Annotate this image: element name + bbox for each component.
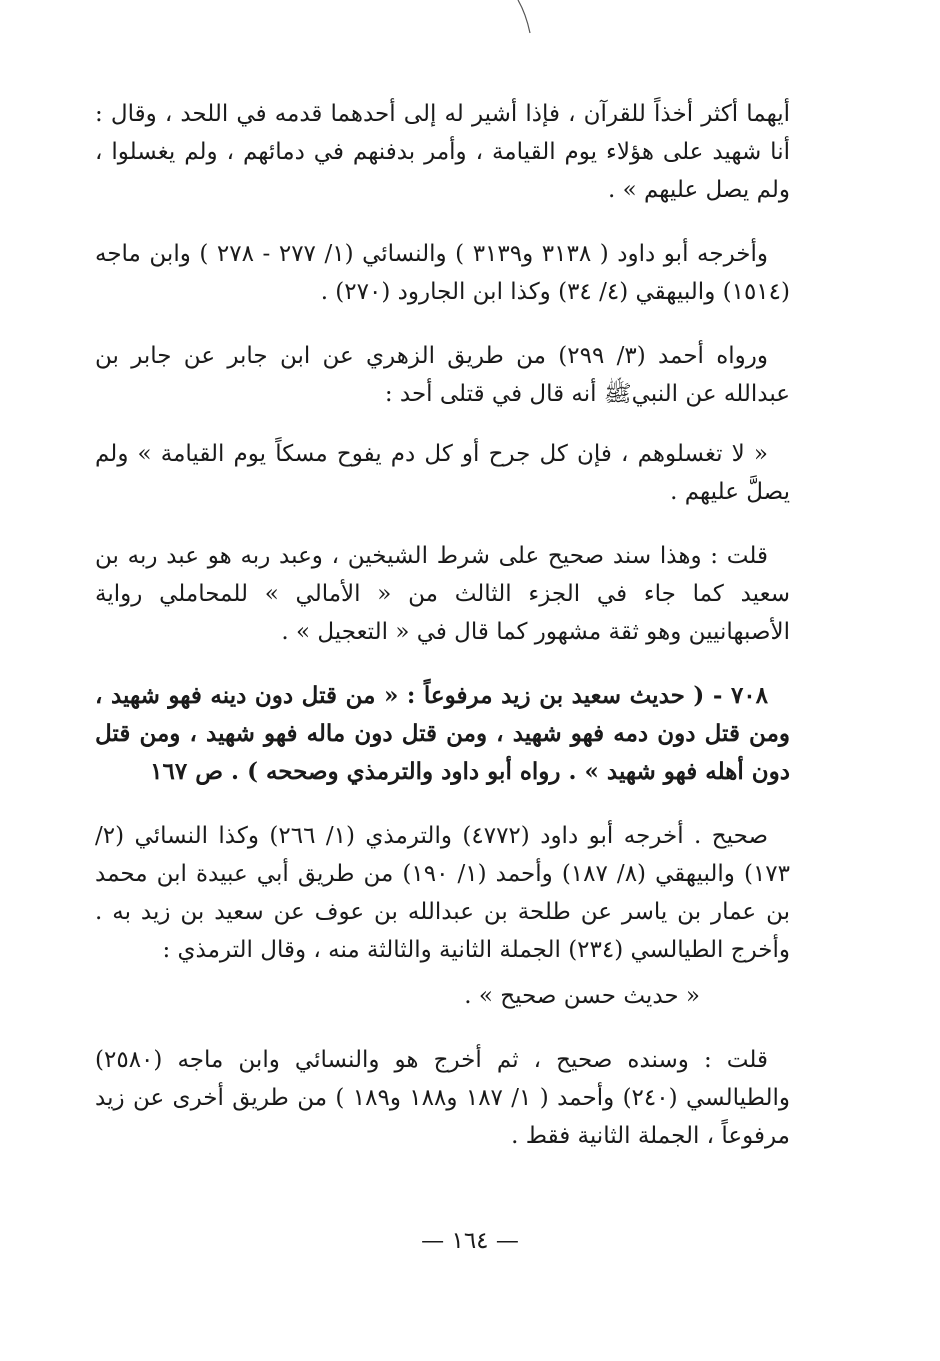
paragraph-sanad-comment: قلت : وهذا سند صحيح على شرط الشيخين ، وعبد ربه هو عبد ربه بن سعيد كما جاء في الجزء الثالث من « الأمالي » للمحاملي رواية الأصبهانيين وهو ثقة مشهور كما قال في « التعجيل » . <box>95 543 790 645</box>
page-number: — ١٦٤ — <box>421 1228 519 1254</box>
paragraph-continuation: أيهما أكثر أخذاً للقرآن ، فإذا أشير له إلى أحدهما قدمه في اللحد ، وقال : أنا شهيد على هؤلاء يوم القيامة ، وأمر بدفنهم في دمائهم ، ولم يغسلوا ، ولم يصل عليهم » . <box>95 101 790 203</box>
paragraph-hadith-quote: « لا تغسلوهم ، فإن كل جرح أو كل دم يفوح مسكاً يوم القيامة » ولم يصلَّ عليهم . <box>95 441 790 505</box>
paragraph-final-comment: قلت : وسنده صحيح ، ثم أخرج هو والنسائي وابن ماجه (٢٥٨٠) والطيالسي (٢٤٠) وأحمد ( ١/ ١٨٧ و١٨٨ و١٨٩ ) من طريق أخرى عن زيد مرفوعاً ، الجملة الثانية فقط . <box>95 1047 790 1149</box>
tirmidhi-grading-quote: « حديث حسن صحيح » . <box>464 983 700 1009</box>
page-body <box>95 95 790 1181</box>
paragraph-sahih-takhrij: صحيح . أخرجه أبو داود (٤٧٧٢) والترمذي (١/ ٢٦٦) وكذا النسائي (٢/ ١٧٣) والبيهقي (٨/ ١٨٧) وأحمد (١/ ١٩٠) من طريق أبي عبيدة ابن محمد بن عمار بن ياسر عن طلحة بن عبدالله بن عوف عن سعيد بن زيد به . وأخرج الطيالسي (٢٣٤) الجملة الثانية والثالثة منه ، وقال الترمذي : <box>95 823 790 963</box>
paragraph-abu-dawud-citation: وأخرجه أبو داود ( ٣١٣٨ و٣١٣٩ ) والنسائي (١/ ٢٧٧ - ٢٧٨ ) وابن ماجه (١٥١٤) والبيهقي (٤/ ٣٤) وكذا ابن الجارود (٢٧٠) . <box>95 241 790 305</box>
paragraph-ahmad-narration: ورواه أحمد (٣/ ٢٩٩) من طريق الزهري عن ابن جابر عن جابر بن عبدالله عن النبيﷺ أنه قال في قتلى أحد : <box>95 343 790 407</box>
scan-artifact-line <box>516 0 534 34</box>
hadith-708-heading: ٧٠٨ - ( حديث سعيد بن زيد مرفوعاً : « من قتل دون دينه فهو شهيد ، ومن قتل دون دمه فهو شهيد ، ومن قتل دون ماله فهو شهيد ، ومن قتل دون أهله فهو شهيد » . رواه أبو داود والترمذي وصححه ) . ص ١٦٧ <box>95 682 790 785</box>
